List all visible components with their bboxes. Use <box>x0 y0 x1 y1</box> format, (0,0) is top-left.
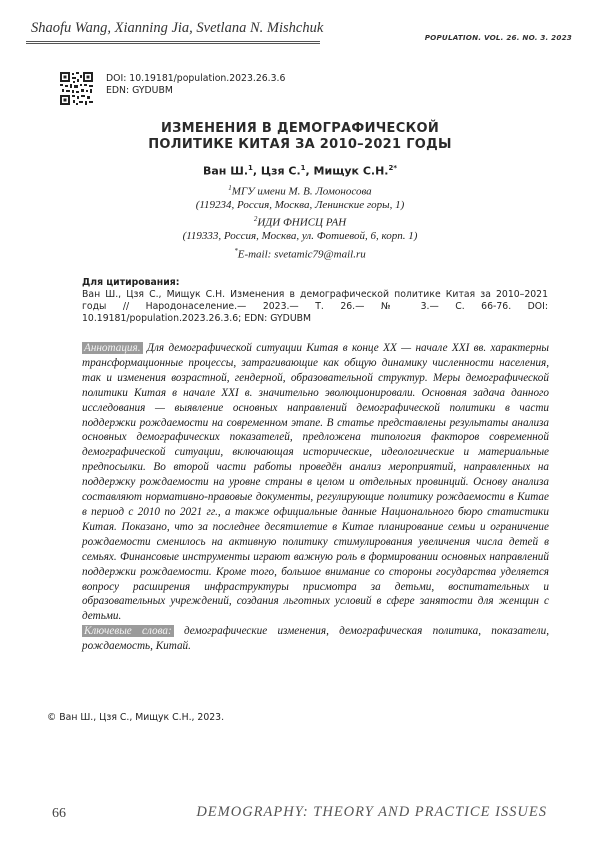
doi-block <box>106 73 285 97</box>
keywords-text: демографические изменения, демографическая политика, показатели, рождаемость, Китай. <box>82 625 549 653</box>
author-name: Цзя С. <box>260 164 301 178</box>
copyright-notice: © Ван Ш., Цзя С., Мищук С.Н., 2023. <box>47 712 225 723</box>
citation-block <box>82 277 548 325</box>
affiliation-name: $^2$ИДИ ФНИСЦ РАН <box>253 214 347 229</box>
running-header-journal: POPULATION. VOL. 26. NO. 3. 2023 <box>424 33 572 42</box>
author-name: Ван Ш. <box>203 164 249 178</box>
doi-link[interactable]: DOI: 10.19181/population.2023.26.3.6 <box>106 73 286 84</box>
edn-code: EDN: GYDUBM <box>106 85 173 96</box>
article-title <box>0 121 600 153</box>
author-affil-mark: 1 <box>300 164 306 172</box>
affiliation-address: (119333, Россия, Москва, ул. Фотиевой, 6, корп. 1) <box>182 229 418 242</box>
author-name: Мищук С.Н. <box>313 164 389 178</box>
author-affil-mark: 1 <box>248 164 253 172</box>
abstract-section <box>82 341 549 654</box>
qr-code-icon[interactable] <box>60 72 93 105</box>
affiliation-name: $^1$МГУ имени М. В. Ломоносова <box>228 184 372 198</box>
abstract-label: Аннотация. <box>84 342 141 354</box>
abstract-text: Для демографической ситуации Китая в конце XX — начале XXI вв. характерны трансформационные процессы, затрагивающие как общую динамику численности населения, так и изменения возрастной, гендерной, образовательной структур. Меры демографической политики Китая в начале XXI в. значительно эволюционировали. Основная задача данного исследования — выявление основных направлений демографической политики в части поддержки рождаемости на современном этапе. В статье представлены результаты анализа основных демографических показателей, предложена типология факторов современной демографической ситуации, включающая исторические, идеологические и материальные предпосылки. Во второй части работы проведён анализ мероприятий, направленных на поддержку рождаемости на уровне страны в целом и отдельных провинций. Основу анализа составляют нормативно-правовые документы, регулирующие политику рождаемости в Китае в период с 2010 по 2021 гг., а также официальные данные Национального бюро статистики Китая. Показано, что за последнее десятилетие в Китае планирование семьи и ограничение рождаемости сменилось на активную политику стимулирования увеличения числа детей в семьях. Финансовые инструменты играют важную роль в формировании основных направлений поддержки рождаемости. Кроме того, большое внимание со стороны государства уделяется вопросу расширения инфраструктуры присмотра за детьми, воспитательных и образовательных учреждений, создания льготных условий в сфере занятости для женщин с детьми. <box>82 342 549 623</box>
title-line-1: ИЗМЕНЕНИЯ В ДЕМОГРАФИЧЕСКОЙ <box>160 121 440 136</box>
keywords-label: Ключевые слова: <box>84 625 172 638</box>
header-rule <box>26 41 320 42</box>
affiliations <box>0 182 600 243</box>
header-rule-secondary <box>26 43 320 44</box>
running-header-authors: Shaofu Wang, Xianning Jia, Svetlana N. Mishchuk <box>31 20 324 36</box>
footer-journal-title: DEMOGRAPHY: THEORY AND PRACTICE ISSUES <box>196 804 547 820</box>
page-number: 66 <box>52 806 66 821</box>
keywords-paragraph <box>82 624 549 654</box>
corresponding-email[interactable]: *E-mail: svetamic79@mail.ru <box>234 247 366 261</box>
affiliation-address: (119234, Россия, Москва, Ленинские горы, 1) <box>195 199 405 212</box>
title-line-2: ПОЛИТИКЕ КИТАЯ ЗА 2010–2021 ГОДЫ <box>148 137 452 152</box>
citation-label: Для цитирования: <box>82 277 180 288</box>
abstract-paragraph <box>82 341 549 624</box>
author-affil-mark: 2* <box>388 164 397 172</box>
citation-text: Ван Ш., Цзя С., Мищук С.Н. Изменения в демографической политике Китая за 2010–2021 годы // Народонаселение.— 2023.— Т. 26.— № 3.— С. 66-76. DOI: 10.19181/population.2023.26.3.6; EDN: GYDUBM <box>82 289 548 324</box>
article-authors: Ван Ш.$^1$, Цзя С.$^1$, Мищук С.Н.$^{2*}$ <box>203 164 397 178</box>
